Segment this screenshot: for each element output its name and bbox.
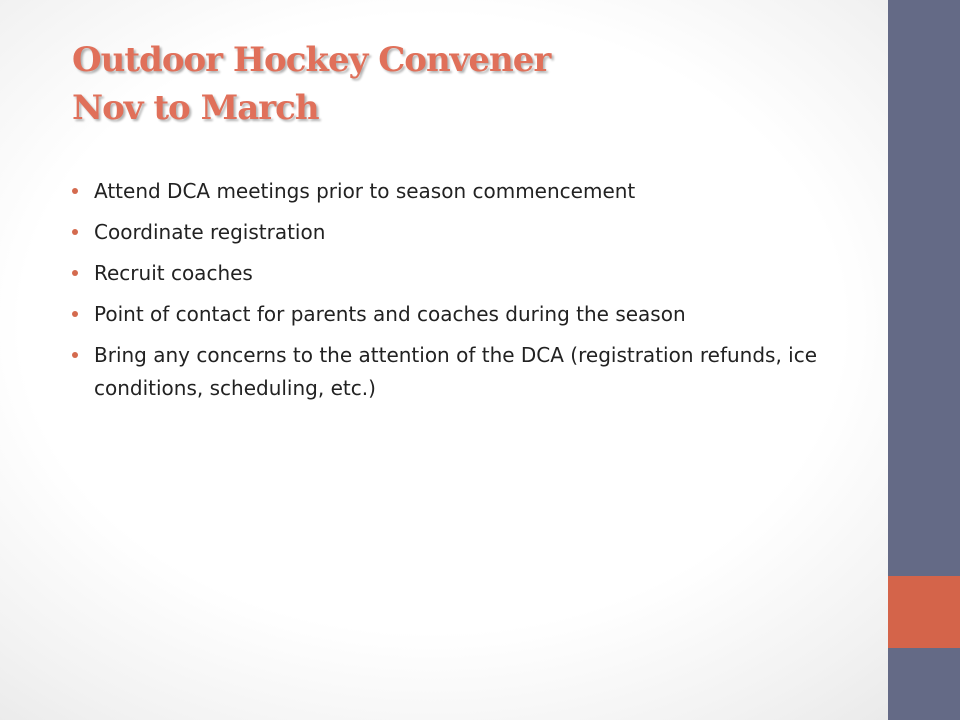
bullet-item: [72, 175, 832, 208]
bullet-dot-icon: [72, 311, 78, 317]
bullet-text: Point of contact for parents and coaches during the season: [94, 302, 686, 326]
slide-title-line-2: Nov to March: [72, 88, 319, 128]
bullet-dot-icon: [72, 270, 78, 276]
bullet-text: Bring any concerns to the attention of the DCA (registration refunds, ice conditions, scheduling, etc.): [94, 343, 818, 400]
bullet-text: Recruit coaches: [94, 261, 253, 285]
slide-title-line-1: Outdoor Hockey Convener: [72, 40, 551, 80]
bullet-dot-icon: [72, 229, 78, 235]
bullet-item: [72, 339, 832, 405]
side-accent-block: [888, 576, 960, 648]
bullet-dot-icon: [72, 352, 78, 358]
bullet-item: [72, 257, 832, 290]
bullet-dot-icon: [72, 188, 78, 194]
bullet-text: Coordinate registration: [94, 220, 326, 244]
bullet-list: [72, 175, 832, 413]
bullet-item: [72, 298, 832, 331]
bullet-text: Attend DCA meetings prior to season commencement: [94, 179, 636, 203]
slide-title: [72, 36, 550, 132]
bullet-item: [72, 216, 832, 249]
